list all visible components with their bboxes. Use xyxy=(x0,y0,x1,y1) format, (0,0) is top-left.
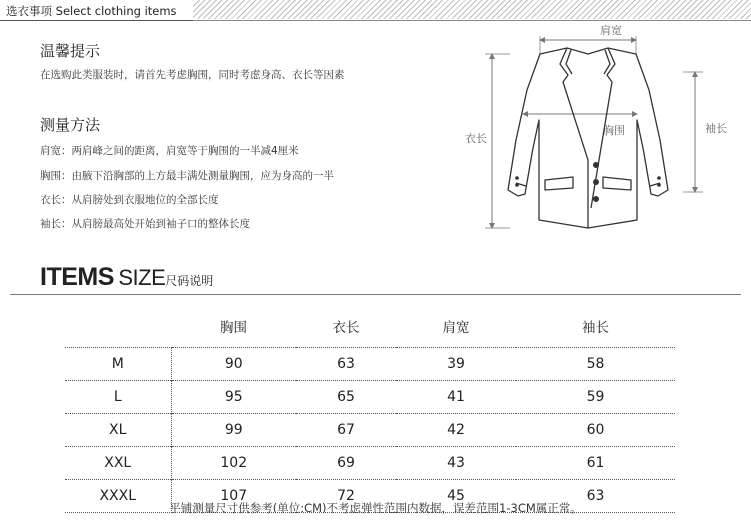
size-title-light: SIZE xyxy=(118,265,166,290)
table-cell: 69 xyxy=(296,447,396,480)
table-cell: 63 xyxy=(516,480,675,513)
size-section-title xyxy=(40,263,213,292)
size-title-bold: ITEMS xyxy=(40,263,114,291)
shoulder-label: 肩宽 xyxy=(600,24,622,37)
table-cell-size: L xyxy=(65,381,171,414)
method-line: 袖长：从肩膀最高处开始到袖子口的整体长度 xyxy=(40,218,250,230)
method-line: 胸围：由腋下沿胸部的上方最丰满处测量胸围，应为身高的一半 xyxy=(40,170,334,182)
method-line: 衣长：从肩膀处到衣服地位的全部长度 xyxy=(40,194,219,206)
table-cell: 39 xyxy=(396,348,516,381)
jacket-diagram xyxy=(455,20,751,250)
method-line: 肩宽：两肩峰之间的距离，肩宽等于胸围的一半减4厘米 xyxy=(40,145,299,157)
table-row xyxy=(65,381,675,414)
table-cell: 59 xyxy=(516,381,675,414)
table-cell: 63 xyxy=(296,348,396,381)
tips-title: 温馨提示 xyxy=(40,42,101,60)
table-cell-size: XL xyxy=(65,414,171,447)
table-cell: 42 xyxy=(396,414,516,447)
footnote: 平铺测量尺寸供参考(单位:CM)不考虑弹性范围内数据，误差范围1-3CM属正常。 xyxy=(169,501,582,515)
table-cell: 65 xyxy=(296,381,396,414)
table-header-cell: 胸围 xyxy=(220,320,247,336)
table-cell-size: XXL xyxy=(65,447,171,480)
sleeve-label: 袖长 xyxy=(705,122,727,135)
section-tab xyxy=(0,0,193,21)
table-header-row xyxy=(65,305,675,348)
table-header-cell: 衣长 xyxy=(332,320,360,336)
section-tab-label: 选衣事项 Select clothing items xyxy=(6,4,177,18)
table-cell-size: XXXL xyxy=(65,480,171,513)
table-cell: 102 xyxy=(171,447,296,480)
table-row xyxy=(65,414,675,447)
table-row xyxy=(65,348,675,381)
table-cell: 90 xyxy=(171,348,296,381)
table-cell: 60 xyxy=(516,414,675,447)
table-header-cell xyxy=(65,305,171,348)
table-cell: 61 xyxy=(516,447,675,480)
table-cell: 43 xyxy=(396,447,516,480)
table-cell: 95 xyxy=(171,381,296,414)
table-cell: 58 xyxy=(516,348,675,381)
chest-label: 胸围 xyxy=(603,124,625,137)
length-label: 衣长 xyxy=(465,132,487,145)
tips-text: 在选购此类服装时，请首先考虑胸围，同时考虑身高、衣长等因素 xyxy=(40,69,345,81)
method-title: 测量方法 xyxy=(40,116,101,134)
table-row xyxy=(65,447,675,480)
table-cell: 67 xyxy=(296,414,396,447)
table-cell: 45 xyxy=(396,480,516,513)
table-cell-size: M xyxy=(65,348,171,381)
table-header-cell: 袖长 xyxy=(582,320,609,336)
size-table xyxy=(65,305,675,513)
table-cell: 72 xyxy=(296,480,396,513)
table-cell: 41 xyxy=(396,381,516,414)
header-stripe xyxy=(193,0,751,19)
table-cell: 107 xyxy=(171,480,296,513)
size-section-rule xyxy=(10,294,741,295)
table-cell: 99 xyxy=(171,414,296,447)
size-title-cn: 尺码说明 xyxy=(165,274,214,288)
table-header-cell: 肩宽 xyxy=(442,320,470,336)
